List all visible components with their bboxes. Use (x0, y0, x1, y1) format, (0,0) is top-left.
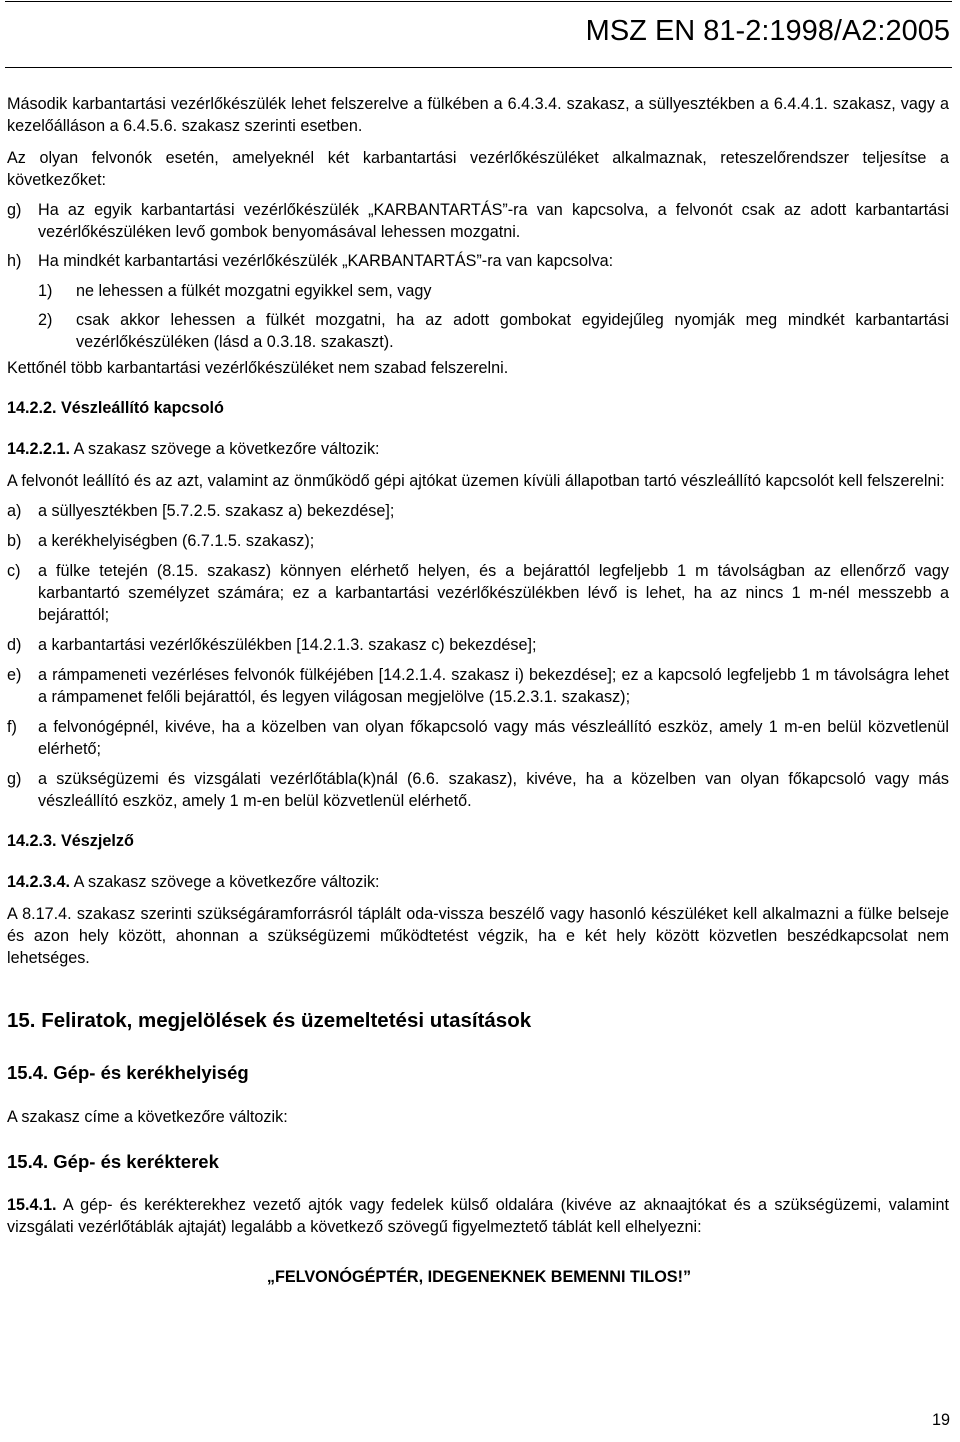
list-label: d) (7, 636, 22, 654)
list-text: a rámpameneti vezérléses felvonók fülkéjében [14.2.1.4. szakasz i) bekezdése]; ez a kapcsoló legfeljebb 1 m távolságra lehet a rámpamenet felőli bejárattól, és legyen világosan megjelölve (15.2.3.1. szakasz); (38, 666, 949, 706)
list-label: h) (7, 252, 22, 270)
standard-number: MSZ EN 81-2:1998/A2:2005 (585, 15, 950, 47)
list-text: csak akkor lehessen a fülkét mozgatni, ha az adott gombokat egyidejűleg nyomják meg mindkét karbantartási vezérlőkészüléken (lásd a 0.3.18. szakaszt). (76, 311, 949, 351)
section-heading: 15.4. Gép- és kerékterek (7, 1151, 219, 1172)
warning-sign-text: „FELVONÓGÉPTÉR, IDEGENEKNEK BEMENNI TILOS!” (266, 1268, 692, 1286)
list-label: e) (7, 666, 22, 684)
paragraph: A 8.17.4. szakasz szerinti szükségáramforrásról táplált oda-vissza beszélő vagy hasonló készüléket kell alkalmazni a fülke belseje és azon hely között, ahonnan a szükségüzemi működtetést végzik, ha e két hely között közvetlen beszédkapcsolat nem lehetséges. (7, 905, 949, 967)
section-heading: 15.4. Gép- és kerékhelyiség (7, 1062, 249, 1083)
list-item (7, 634, 949, 656)
list-text: a fülke tetején (8.15. szakasz) könnyen elérhető helyen, és a bejárattól legfeljebb 1 m távolságban az ellenőrző vagy karbantartó személyzet számára; ez a karbantartási vezérlőkészülékben lévő is lehet, ha az nincs 1 m-nél messzebb a bejárattól; (38, 562, 949, 624)
list-label: g) (7, 201, 22, 219)
list-label: c) (7, 562, 21, 580)
list-item (7, 716, 949, 760)
list-label: b) (7, 532, 22, 550)
document-body (7, 93, 949, 1288)
list-text: a kerékhelyiségben (6.7.1.5. szakasz); (38, 532, 315, 550)
list-label: a) (7, 502, 22, 520)
list-item (7, 560, 949, 626)
page-header (0, 0, 960, 70)
section-number: 15.4.1. (7, 1196, 57, 1214)
paragraph: Az olyan felvonók esetén, amelyeknél két karbantartási vezérlőkészüléket alkalmaznak, reteszelőrendszer teljesítse a következőket: (7, 149, 949, 189)
list-item-h (7, 250, 949, 272)
sub-item-2 (7, 309, 949, 353)
list-label: 1) (38, 282, 53, 300)
paragraph (7, 438, 949, 460)
paragraph: Második karbantartási vezérlőkészülék lehet felszerelve a fülkében a 6.4.3.4. szakasz, a süllyesztékben a 6.4.4.1. szakasz, vagy a kezelőálláson a 6.4.5.6. szakasz szerinti esetben. (7, 95, 949, 135)
header-top-rule (5, 1, 952, 2)
list-item (7, 500, 949, 522)
list-text: a szükségüzemi és vizsgálati vezérlőtábla(k)nál (6.6. szakasz), kivéve, ha a közelben van olyan főkapcsoló vagy más vészleállító eszköz, amely 1 m-en belül közvetlenül elérhető. (38, 770, 949, 810)
list-item-g (7, 199, 949, 243)
section-text: A gép- és kerékterekhez vezető ajtók vagy fedelek külső oldalára (kivéve az aknaajtókat és a szükségüzemi, valamint vizsgálati vezérlőtáblák ajtaját) legalább a következő szövegű figyelmeztető táblát kell elhelyezni: (7, 1196, 949, 1236)
section-heading: 14.2.2. Vészleállító kapcsoló (7, 399, 224, 417)
list-text: a felvonógépnél, kivéve, ha a közelben van olyan főkapcsoló vagy más vészleállító eszköz, amely 1 m-en belül közvetlenül elérhető; (38, 718, 949, 758)
section-number: 14.2.2.1. (7, 440, 71, 458)
paragraph: A felvonót leállító és az azt, valamint az önműködő gépi ajtókat üzemen kívüli állapotban tartó vészleállító kapcsolót kell felszerelni: (7, 472, 945, 490)
emergency-stop-list (7, 500, 949, 812)
section-heading: 14.2.3. Vészjelző (7, 832, 134, 850)
page-number: 19 (931, 1411, 950, 1429)
paragraph: Kettőnél több karbantartási vezérlőkészüléket nem szabad felszerelni. (7, 359, 509, 377)
list-label: 2) (38, 311, 53, 329)
section-text: A szakasz szövege a következőre változik: (70, 873, 380, 891)
sub-item-1 (7, 280, 949, 302)
paragraph (7, 1194, 949, 1238)
list-label: f) (7, 718, 17, 736)
chapter-heading: 15. Feliratok, megjelölések és üzemeltetési utasítások (7, 1009, 532, 1032)
list-item (7, 664, 949, 708)
list-text: a karbantartási vezérlőkészülékben [14.2.1.3. szakasz c) bekezdése]; (38, 636, 537, 654)
list-text: ne lehessen a fülkét mozgatni egyikkel sem, vagy (76, 282, 432, 300)
list-item (7, 530, 949, 552)
list-text: Ha mindkét karbantartási vezérlőkészülék „KARBANTARTÁS”-ra van kapcsolva: (38, 252, 614, 270)
list-text: a süllyesztékben [5.7.2.5. szakasz a) bekezdése]; (38, 502, 395, 520)
section-number: 14.2.3.4. (7, 873, 71, 891)
list-text: Ha az egyik karbantartási vezérlőkészülék „KARBANTARTÁS”-ra van kapcsolva, a felvonót csak az adott karbantartási vezérlőkészüléken levő gombok benyomásával lehessen mozgatni. (38, 201, 949, 241)
list-item (7, 768, 949, 812)
list-label: g) (7, 770, 22, 788)
header-bottom-rule (5, 67, 952, 68)
paragraph (7, 871, 949, 893)
paragraph: A szakasz címe a következőre változik: (7, 1108, 288, 1126)
section-text: A szakasz szövege a következőre változik: (70, 440, 380, 458)
